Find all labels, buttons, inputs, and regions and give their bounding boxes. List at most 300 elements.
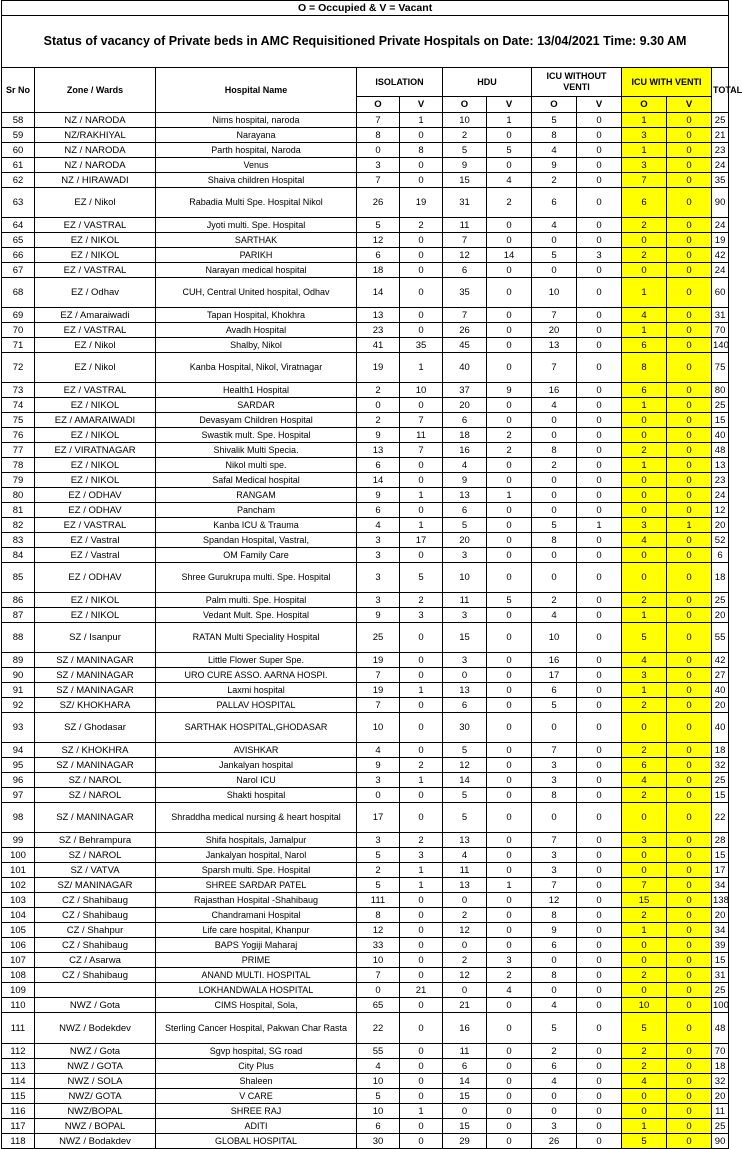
total-cell: 20 (712, 608, 729, 623)
total-cell: 19 (712, 233, 729, 248)
hdu-vacant-cell: 0 (487, 338, 532, 353)
total-cell: 15 (712, 953, 729, 968)
zone-cell: SZ/ MANINAGAR (35, 878, 156, 893)
isolation-occupied-cell: 8 (357, 908, 400, 923)
icu-without-venti-occupied-cell: 26 (532, 1134, 577, 1149)
total-cell: 60 (712, 278, 729, 308)
hdu-vacant-cell: 0 (487, 803, 532, 833)
hospital-name-cell: Tapan Hospital, Khokhra (156, 308, 357, 323)
sr-no-cell: 95 (2, 758, 35, 773)
icu-with-venti-vacant-cell: 0 (667, 113, 712, 128)
hdu-vacant-cell: 0 (487, 563, 532, 593)
hdu-occupied-cell: 15 (443, 1089, 487, 1104)
hospital-name-cell: RANGAM (156, 488, 357, 503)
icu-with-venti-vacant-cell: 0 (667, 488, 712, 503)
hdu-occupied-cell: 11 (443, 218, 487, 233)
icu-with-venti-vacant-cell: 0 (667, 128, 712, 143)
hdu-occupied-cell: 45 (443, 338, 487, 353)
hdu-vacant-cell: 2 (487, 443, 532, 458)
hospital-name-cell: Narayan medical hospital (156, 263, 357, 278)
isolation-vacant-cell: 0 (400, 323, 443, 338)
sr-no-cell: 102 (2, 878, 35, 893)
sr-no-cell: 98 (2, 803, 35, 833)
sr-no-cell: 96 (2, 773, 35, 788)
hdu-occupied-cell: 37 (443, 383, 487, 398)
icu-without-venti-vacant-cell: 0 (577, 968, 622, 983)
hdu-occupied-cell: 10 (443, 113, 487, 128)
table-row (2, 863, 729, 878)
icu-without-venti-occupied-cell: 13 (532, 338, 577, 353)
total-cell: 20 (712, 1089, 729, 1104)
hdu-vacant-cell: 0 (487, 713, 532, 743)
table-row (2, 1104, 729, 1119)
icu-with-venti-occupied-cell: 0 (622, 488, 667, 503)
icu-with-venti-occupied-cell: 2 (622, 743, 667, 758)
sr-no-cell: 58 (2, 113, 35, 128)
hdu-occupied-cell: 12 (443, 248, 487, 263)
sr-no-cell: 77 (2, 443, 35, 458)
hdu-vacant-cell: 0 (487, 1059, 532, 1074)
total-cell: 18 (712, 743, 729, 758)
total-cell: 80 (712, 383, 729, 398)
hdu-vacant-cell: 14 (487, 248, 532, 263)
icu-with-venti-vacant-cell: 0 (667, 1134, 712, 1149)
table-row (2, 218, 729, 233)
icu-with-venti-vacant-cell: 0 (667, 1044, 712, 1059)
icu-with-venti-vacant-cell: 0 (667, 953, 712, 968)
hospital-name-cell: Swastik mult. Spe. Hospital (156, 428, 357, 443)
hdu-vacant-cell: 0 (487, 998, 532, 1013)
isolation-occupied-cell: 19 (357, 353, 400, 383)
icu-without-venti-occupied-cell: 9 (532, 158, 577, 173)
icu-with-venti-vacant-cell: 0 (667, 503, 712, 518)
isolation-vacant-cell: 0 (400, 503, 443, 518)
hospital-name-cell: Parth hospital, Naroda (156, 143, 357, 158)
hdu-vacant-cell: 0 (487, 323, 532, 338)
hospital-name-cell: Shaleen (156, 1074, 357, 1089)
hospital-name-cell: Shaiva children Hospital (156, 173, 357, 188)
isolation-vacant-cell: 0 (400, 698, 443, 713)
isolation-occupied-cell: 4 (357, 1059, 400, 1074)
table-row (2, 488, 729, 503)
hdu-vacant-cell: 2 (487, 968, 532, 983)
isolation-vacant-cell: 0 (400, 968, 443, 983)
table-row (2, 833, 729, 848)
sr-no-cell: 100 (2, 848, 35, 863)
icu-with-venti-vacant-cell: 0 (667, 188, 712, 218)
hospital-name-cell: CUH, Central United hospital, Odhav (156, 278, 357, 308)
icu-without-venti-occupied-cell: 2 (532, 173, 577, 188)
icu-without-venti-vacant-cell: 0 (577, 1013, 622, 1044)
icu-without-venti-vacant-cell: 0 (577, 743, 622, 758)
sr-no-cell: 85 (2, 563, 35, 593)
icu-without-venti-occupied-cell: 6 (532, 683, 577, 698)
table-row (2, 1074, 729, 1089)
icu-with-venti-vacant-cell: 0 (667, 623, 712, 653)
hospital-name-cell: Devasyam Children Hospital (156, 413, 357, 428)
zone-cell: EZ / Nikol (35, 188, 156, 218)
sr-no-cell: 117 (2, 1119, 35, 1134)
hdu-vacant-cell: 0 (487, 233, 532, 248)
icu-without-venti-occupied-cell: 5 (532, 698, 577, 713)
total-cell: 12 (712, 503, 729, 518)
isolation-occupied-cell: 3 (357, 773, 400, 788)
isolation-vacant-cell: 3 (400, 848, 443, 863)
zone-cell: EZ / Vastral (35, 533, 156, 548)
icu-with-venti-occupied-cell: 0 (622, 713, 667, 743)
zone-cell: EZ / Nikol (35, 353, 156, 383)
isolation-vacant-cell: 0 (400, 953, 443, 968)
isolation-vacant-cell: 35 (400, 338, 443, 353)
header-hdu: HDU (443, 68, 532, 97)
isolation-vacant-cell: 1 (400, 518, 443, 533)
isolation-occupied-cell: 33 (357, 938, 400, 953)
isolation-vacant-cell: 19 (400, 188, 443, 218)
hdu-occupied-cell: 11 (443, 593, 487, 608)
table-row (2, 113, 729, 128)
icu-without-venti-vacant-cell: 0 (577, 173, 622, 188)
legend-row (2, 1, 729, 16)
icu-without-venti-occupied-cell: 0 (532, 473, 577, 488)
isolation-vacant-cell: 7 (400, 443, 443, 458)
hdu-occupied-cell: 5 (443, 788, 487, 803)
title-row (2, 16, 729, 68)
header-isolation-o: O (357, 97, 400, 113)
sr-no-cell: 93 (2, 713, 35, 743)
hdu-occupied-cell: 26 (443, 323, 487, 338)
icu-with-venti-vacant-cell: 0 (667, 1089, 712, 1104)
icu-with-venti-occupied-cell: 1 (622, 113, 667, 128)
icu-without-venti-occupied-cell: 5 (532, 113, 577, 128)
isolation-vacant-cell: 10 (400, 383, 443, 398)
table-row (2, 518, 729, 533)
hdu-occupied-cell: 13 (443, 683, 487, 698)
isolation-vacant-cell: 0 (400, 743, 443, 758)
zone-cell: NZ / NARODA (35, 158, 156, 173)
sr-no-cell: 97 (2, 788, 35, 803)
zone-cell: SZ / NAROL (35, 848, 156, 863)
hdu-vacant-cell: 0 (487, 743, 532, 758)
hospital-name-cell: Shalby, Nikol (156, 338, 357, 353)
isolation-vacant-cell: 0 (400, 548, 443, 563)
sr-no-cell: 116 (2, 1104, 35, 1119)
zone-cell: SZ / MANINAGAR (35, 758, 156, 773)
icu-with-venti-occupied-cell: 0 (622, 548, 667, 563)
hdu-vacant-cell: 1 (487, 488, 532, 503)
icu-without-venti-vacant-cell: 0 (577, 548, 622, 563)
hdu-vacant-cell: 9 (487, 383, 532, 398)
zone-cell: EZ / NIKOL (35, 248, 156, 263)
icu-with-venti-vacant-cell: 0 (667, 248, 712, 263)
hdu-vacant-cell: 0 (487, 758, 532, 773)
total-cell: 20 (712, 518, 729, 533)
icu-without-venti-occupied-cell: 8 (532, 443, 577, 458)
icu-with-venti-occupied-cell: 0 (622, 428, 667, 443)
table-row (2, 128, 729, 143)
hdu-vacant-cell: 0 (487, 353, 532, 383)
icu-without-venti-occupied-cell: 0 (532, 1104, 577, 1119)
hospital-name-cell: SARDAR (156, 398, 357, 413)
icu-with-venti-vacant-cell: 0 (667, 653, 712, 668)
header-icu-without-v: V (577, 97, 622, 113)
icu-with-venti-occupied-cell: 2 (622, 248, 667, 263)
hdu-vacant-cell: 0 (487, 1074, 532, 1089)
hdu-occupied-cell: 2 (443, 128, 487, 143)
icu-with-venti-vacant-cell: 0 (667, 893, 712, 908)
icu-with-venti-vacant-cell: 0 (667, 278, 712, 308)
total-cell: 35 (712, 173, 729, 188)
table-row (2, 713, 729, 743)
icu-with-venti-occupied-cell: 3 (622, 128, 667, 143)
hdu-occupied-cell: 6 (443, 503, 487, 518)
zone-cell: CZ / Shahibaug (35, 893, 156, 908)
icu-with-venti-occupied-cell: 0 (622, 983, 667, 998)
isolation-occupied-cell: 13 (357, 308, 400, 323)
icu-without-venti-occupied-cell: 0 (532, 713, 577, 743)
isolation-vacant-cell: 0 (400, 233, 443, 248)
isolation-occupied-cell: 5 (357, 1089, 400, 1104)
isolation-vacant-cell: 21 (400, 983, 443, 998)
hdu-occupied-cell: 12 (443, 968, 487, 983)
hospital-name-cell: Shakti hospital (156, 788, 357, 803)
total-cell: 48 (712, 443, 729, 458)
zone-cell: EZ / NIKOL (35, 233, 156, 248)
sr-no-cell: 104 (2, 908, 35, 923)
total-cell: 90 (712, 188, 729, 218)
table-row (2, 443, 729, 458)
icu-with-venti-vacant-cell: 0 (667, 443, 712, 458)
icu-with-venti-occupied-cell: 10 (622, 998, 667, 1013)
zone-cell: EZ / NIKOL (35, 593, 156, 608)
total-cell: 11 (712, 1104, 729, 1119)
hdu-occupied-cell: 40 (443, 353, 487, 383)
isolation-occupied-cell: 7 (357, 668, 400, 683)
hdu-occupied-cell: 9 (443, 473, 487, 488)
hdu-vacant-cell: 0 (487, 278, 532, 308)
zone-cell (35, 983, 156, 998)
icu-with-venti-occupied-cell: 1 (622, 1119, 667, 1134)
hospital-name-cell: Jankalyan hospital (156, 758, 357, 773)
sr-no-cell: 71 (2, 338, 35, 353)
hdu-vacant-cell: 0 (487, 1044, 532, 1059)
isolation-occupied-cell: 4 (357, 743, 400, 758)
zone-cell: EZ / NIKOL (35, 458, 156, 473)
icu-without-venti-occupied-cell: 4 (532, 998, 577, 1013)
sr-no-cell: 73 (2, 383, 35, 398)
header-row-1 (2, 68, 729, 97)
icu-with-venti-vacant-cell: 0 (667, 788, 712, 803)
isolation-occupied-cell: 5 (357, 848, 400, 863)
icu-with-venti-occupied-cell: 2 (622, 908, 667, 923)
hdu-vacant-cell: 0 (487, 458, 532, 473)
isolation-occupied-cell: 12 (357, 233, 400, 248)
icu-with-venti-vacant-cell: 0 (667, 923, 712, 938)
sr-no-cell: 69 (2, 308, 35, 323)
icu-with-venti-vacant-cell: 0 (667, 383, 712, 398)
hdu-occupied-cell: 10 (443, 563, 487, 593)
table-row (2, 548, 729, 563)
isolation-vacant-cell: 0 (400, 623, 443, 653)
hospital-name-cell: SARTHAK (156, 233, 357, 248)
icu-without-venti-vacant-cell: 0 (577, 923, 622, 938)
hdu-vacant-cell: 0 (487, 698, 532, 713)
isolation-occupied-cell: 111 (357, 893, 400, 908)
table-row (2, 248, 729, 263)
hdu-vacant-cell: 0 (487, 683, 532, 698)
sr-no-cell: 61 (2, 158, 35, 173)
icu-with-venti-occupied-cell: 0 (622, 503, 667, 518)
isolation-occupied-cell: 14 (357, 473, 400, 488)
total-cell: 15 (712, 848, 729, 863)
total-cell: 23 (712, 143, 729, 158)
hospital-name-cell: Shree Gurukrupa multi. Spe. Hospital (156, 563, 357, 593)
isolation-vacant-cell: 0 (400, 1119, 443, 1134)
isolation-vacant-cell: 0 (400, 173, 443, 188)
icu-without-venti-occupied-cell: 4 (532, 398, 577, 413)
isolation-occupied-cell: 0 (357, 398, 400, 413)
icu-with-venti-vacant-cell: 0 (667, 683, 712, 698)
icu-without-venti-occupied-cell: 0 (532, 548, 577, 563)
total-cell: 24 (712, 158, 729, 173)
isolation-vacant-cell: 8 (400, 143, 443, 158)
table-row (2, 653, 729, 668)
sr-no-cell: 60 (2, 143, 35, 158)
total-cell: 25 (712, 593, 729, 608)
icu-without-venti-vacant-cell: 0 (577, 233, 622, 248)
isolation-vacant-cell: 2 (400, 218, 443, 233)
hdu-occupied-cell: 29 (443, 1134, 487, 1149)
icu-with-venti-occupied-cell: 8 (622, 353, 667, 383)
zone-cell: EZ / ODHAV (35, 488, 156, 503)
icu-without-venti-vacant-cell: 0 (577, 938, 622, 953)
sr-no-cell: 87 (2, 608, 35, 623)
table-row (2, 773, 729, 788)
icu-with-venti-vacant-cell: 0 (667, 353, 712, 383)
hdu-vacant-cell: 0 (487, 503, 532, 518)
table-row (2, 428, 729, 443)
table-row (2, 563, 729, 593)
isolation-vacant-cell: 0 (400, 653, 443, 668)
hdu-vacant-cell: 1 (487, 113, 532, 128)
icu-without-venti-vacant-cell: 0 (577, 803, 622, 833)
icu-without-venti-vacant-cell: 0 (577, 773, 622, 788)
icu-with-venti-occupied-cell: 6 (622, 188, 667, 218)
table-row (2, 623, 729, 653)
hdu-vacant-cell: 3 (487, 953, 532, 968)
total-cell: 52 (712, 533, 729, 548)
icu-with-venti-vacant-cell: 0 (667, 1013, 712, 1044)
icu-with-venti-vacant-cell: 0 (667, 968, 712, 983)
icu-without-venti-occupied-cell: 2 (532, 458, 577, 473)
icu-without-venti-occupied-cell: 4 (532, 1074, 577, 1089)
hdu-occupied-cell: 12 (443, 923, 487, 938)
isolation-vacant-cell: 0 (400, 1134, 443, 1149)
table-row (2, 968, 729, 983)
sr-no-cell: 114 (2, 1074, 35, 1089)
sr-no-cell: 118 (2, 1134, 35, 1149)
isolation-occupied-cell: 10 (357, 713, 400, 743)
hdu-occupied-cell: 3 (443, 548, 487, 563)
hospital-name-cell: GLOBAL HOSPITAL (156, 1134, 357, 1149)
icu-without-venti-vacant-cell: 0 (577, 1089, 622, 1104)
legend-text: O = Occupied & V = Vacant (2, 1, 729, 16)
header-isolation-v: V (400, 97, 443, 113)
total-cell: 21 (712, 128, 729, 143)
icu-with-venti-occupied-cell: 3 (622, 668, 667, 683)
zone-cell: SZ / MANINAGAR (35, 668, 156, 683)
sr-no-cell: 115 (2, 1089, 35, 1104)
icu-with-venti-occupied-cell: 5 (622, 1013, 667, 1044)
icu-without-venti-occupied-cell: 3 (532, 1119, 577, 1134)
isolation-vacant-cell: 0 (400, 923, 443, 938)
zone-cell: EZ / VASTRAL (35, 518, 156, 533)
isolation-vacant-cell: 0 (400, 908, 443, 923)
icu-without-venti-vacant-cell: 0 (577, 1044, 622, 1059)
hdu-occupied-cell: 20 (443, 398, 487, 413)
icu-with-venti-vacant-cell: 0 (667, 938, 712, 953)
page-title: Status of vacancy of Private beds in AMC Requisitioned Private Hospitals on Date: 13/04/2021 Time: 9.30 AM (2, 16, 729, 68)
icu-with-venti-occupied-cell: 2 (622, 788, 667, 803)
icu-without-venti-occupied-cell: 7 (532, 878, 577, 893)
isolation-occupied-cell: 25 (357, 623, 400, 653)
isolation-occupied-cell: 10 (357, 1104, 400, 1119)
zone-cell: NZ / NARODA (35, 143, 156, 158)
hdu-vacant-cell: 0 (487, 1089, 532, 1104)
icu-without-venti-occupied-cell: 4 (532, 143, 577, 158)
icu-with-venti-vacant-cell: 0 (667, 1059, 712, 1074)
icu-with-venti-occupied-cell: 15 (622, 893, 667, 908)
hospital-name-cell: RATAN Multi Speciality Hospital (156, 623, 357, 653)
table-row (2, 1013, 729, 1044)
isolation-vacant-cell: 0 (400, 398, 443, 413)
icu-with-venti-occupied-cell: 6 (622, 338, 667, 353)
isolation-occupied-cell: 3 (357, 533, 400, 548)
hospital-name-cell: PARIKH (156, 248, 357, 263)
hospital-name-cell: Shivalik Multi Specia. (156, 443, 357, 458)
hdu-vacant-cell: 0 (487, 893, 532, 908)
total-cell: 55 (712, 623, 729, 653)
zone-cell: EZ / Amaraiwadi (35, 308, 156, 323)
zone-cell: NZ / NARODA (35, 113, 156, 128)
zone-cell: EZ / Vastral (35, 548, 156, 563)
table-row (2, 1059, 729, 1074)
icu-with-venti-occupied-cell: 1 (622, 278, 667, 308)
icu-without-venti-vacant-cell: 0 (577, 608, 622, 623)
total-cell: 39 (712, 938, 729, 953)
icu-without-venti-occupied-cell: 6 (532, 938, 577, 953)
icu-without-venti-occupied-cell: 9 (532, 923, 577, 938)
icu-without-venti-vacant-cell: 0 (577, 113, 622, 128)
table-row (2, 323, 729, 338)
sr-no-cell: 80 (2, 488, 35, 503)
icu-with-venti-occupied-cell: 1 (622, 458, 667, 473)
hdu-vacant-cell: 0 (487, 923, 532, 938)
icu-with-venti-vacant-cell: 0 (667, 218, 712, 233)
isolation-occupied-cell: 0 (357, 788, 400, 803)
total-cell: 25 (712, 773, 729, 788)
isolation-occupied-cell: 7 (357, 698, 400, 713)
table-row (2, 998, 729, 1013)
hdu-vacant-cell: 0 (487, 308, 532, 323)
icu-without-venti-vacant-cell: 0 (577, 278, 622, 308)
icu-without-venti-vacant-cell: 0 (577, 878, 622, 893)
hdu-occupied-cell: 0 (443, 983, 487, 998)
icu-without-venti-vacant-cell: 0 (577, 713, 622, 743)
isolation-vacant-cell: 2 (400, 758, 443, 773)
hdu-vacant-cell: 0 (487, 1013, 532, 1044)
total-cell: 70 (712, 1044, 729, 1059)
total-cell: 25 (712, 113, 729, 128)
